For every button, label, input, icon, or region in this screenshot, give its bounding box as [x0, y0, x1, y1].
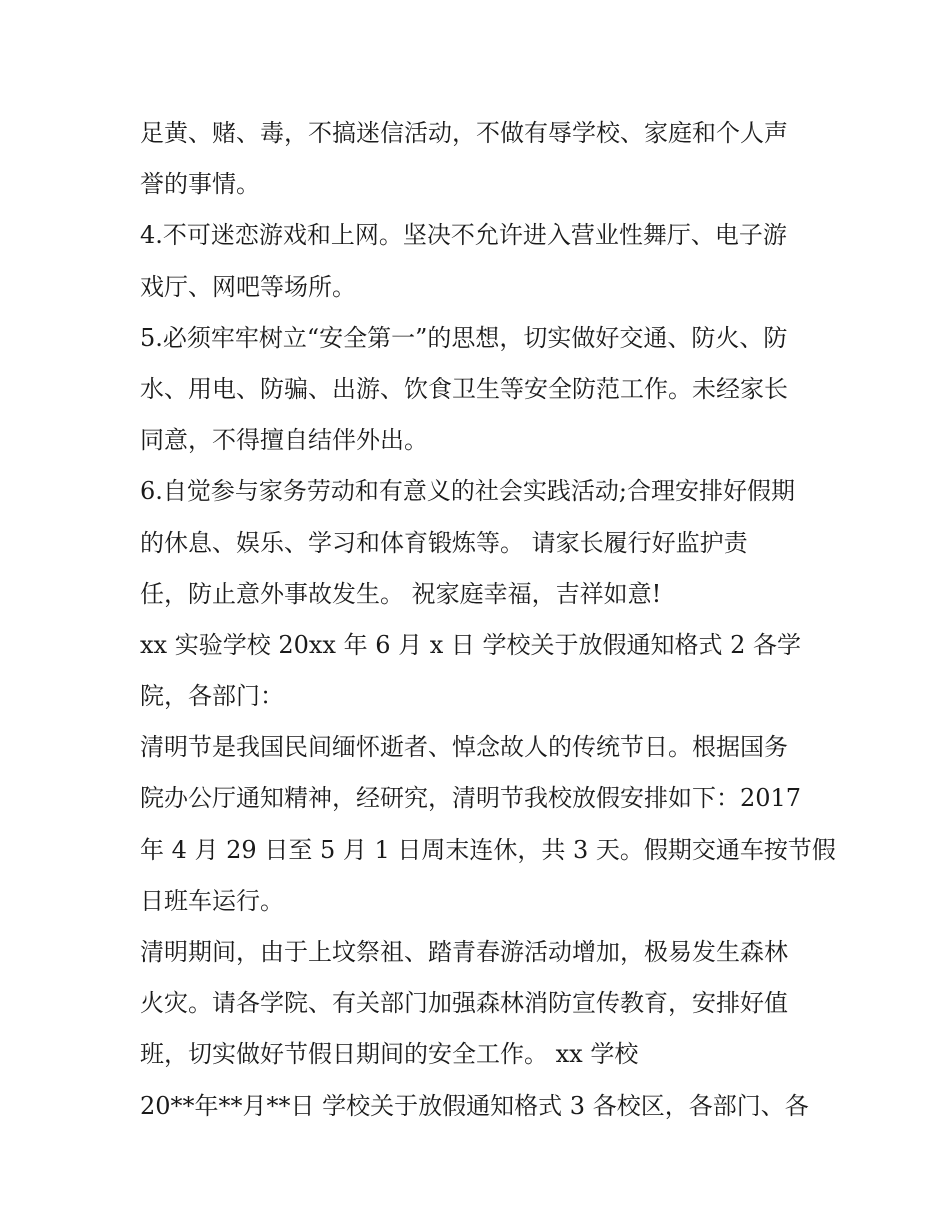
text-line: 院，各部门： — [140, 682, 284, 711]
text-line: 院办公厅通知精神，经研究，清明节我校放假安排如下：2017 — [140, 784, 802, 813]
text-line: 日班车运行。 — [140, 886, 284, 915]
text-line: 年 4 月 29 日至 5 月 1 日周末连休，共 3 天。假期交通车按节假 — [140, 835, 836, 864]
text-line: 戏厅、网吧等场所。 — [140, 272, 356, 301]
text-line: 水、用电、防骗、出游、饮食卫生等安全防范工作。未经家长 — [140, 374, 788, 403]
text-line: 誉的事情。 — [140, 170, 260, 199]
text-line: 同意，不得擅自结伴外出。 — [140, 426, 428, 455]
text-line: 4.不可迷恋游戏和上网。坚决不允许进入营业性舞厅、电子游 — [140, 221, 787, 250]
text-line: 班，切实做好节假日期间的安全工作。 xx 学校 — [140, 1040, 639, 1069]
text-line: 清明节是我国民间缅怀逝者、悼念故人的传统节日。根据国务 — [140, 733, 788, 762]
text-line: 5.必须牢牢树立“安全第一”的思想，切实做好交通、防火、防 — [140, 323, 788, 352]
text-line: xx 实验学校 20xx 年 6 月 x 日 学校关于放假通知格式 2 各学 — [140, 630, 802, 659]
text-line: 的休息、娱乐、学习和体育锻炼等。 请家长履行好监护责 — [140, 528, 748, 557]
text-line: 20**年**月**日 学校关于放假通知格式 3 各校区，各部门、各 — [140, 1091, 809, 1120]
text-line: 任，防止意外事故发生。 祝家庭幸福，吉祥如意! — [140, 579, 662, 608]
text-line: 6.自觉参与家务劳动和有意义的社会实践活动;合理安排好假期 — [140, 477, 795, 506]
document-body — [140, 108, 840, 1132]
text-line: 火灾。请各学院、有关部门加强森林消防宣传教育，安排好值 — [140, 989, 788, 1018]
text-line: 足黄、赌、毒，不搞迷信活动，不做有辱学校、家庭和个人声 — [140, 119, 788, 147]
text-line: 清明期间，由于上坟祭祖、踏青春游活动增加，极易发生森林 — [140, 938, 788, 966]
